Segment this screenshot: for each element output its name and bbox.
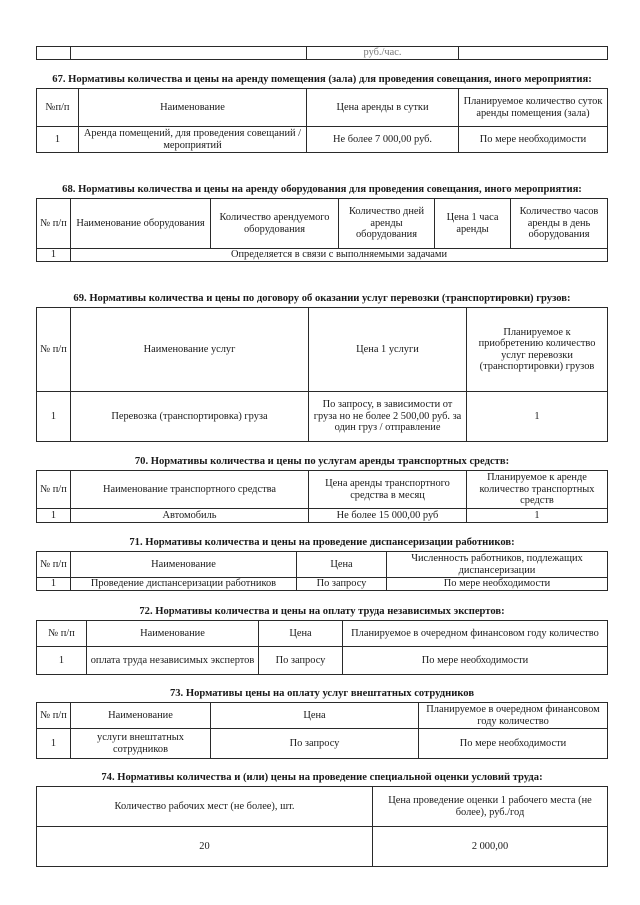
section-67 [36,74,608,153]
merged-cell: Определяется в связи с выполняемыми задачами [71,249,608,262]
header-cell: Планируемое в очередном финансовом году количество [343,621,608,647]
cell: По мере необходимости [459,127,608,153]
section-title: 68. Нормативы количества и цены на аренду оборудования для проведения совещания, иного мероприятия: [62,184,582,195]
cell: Не более 7 000,00 руб. [307,127,459,153]
cell: 1 [467,392,608,442]
header-cell: Наименование [79,89,307,127]
header-cell: Количество часов аренды в день оборудования [511,199,608,249]
cell: 2 000,00 [373,827,608,867]
cell: 1 [37,509,71,523]
header-cell: № п/п [37,621,87,647]
cell: 20 [37,827,373,867]
header-cell: Планируемое в очередном финансовом году количество [419,703,608,729]
section-title: 67. Нормативы количества и цены на аренду помещения (зала) для проведения совещания, иного мероприятия: [52,74,592,85]
cell: 1 [467,509,608,523]
cell: По запросу, в зависимости от груза но не более 2 500,00 руб. за один груз / отправление [309,392,467,442]
header-cell: № п/п [37,308,71,392]
cell: По запросу [211,729,419,759]
header-cell: Наименование [87,621,259,647]
cell: По мере необходимости [343,647,608,675]
header-cell: Цена проведение оценки 1 рабочего места (не более), руб./год [373,787,608,827]
cell: 1 [37,392,71,442]
section-title: 74. Нормативы количества и (или) цены на проведение специальной оценки условий труда: [101,772,543,783]
cell: 1 [37,729,71,759]
cell: По запросу [259,647,343,675]
cell: услуги внештатных сотрудников [71,729,211,759]
cell: руб./час. [307,47,459,60]
cell: Автомобиль [71,509,309,523]
cell: По запросу [297,578,387,591]
header-cell: Наименование [71,552,297,578]
section-73 [36,688,608,759]
section-title: 72. Нормативы количества и цены на оплату труда независимых экспертов: [139,606,505,617]
section-69 [36,293,608,442]
header-cell: Наименование оборудования [71,199,211,249]
header-cell: № п/п [37,703,71,729]
section-title: 70. Нормативы количества и цены по услугам аренды транспортных средств: [134,456,510,467]
cell: 1 [37,647,87,675]
header-cell: Наименование транспортного средства [71,471,309,509]
header-cell: Количество рабочих мест (не более), шт. [37,787,373,827]
header-cell: Наименование [71,703,211,729]
header-cell: Численность работников, подлежащих диспансеризации [387,552,608,578]
section-74 [36,772,608,867]
cell: Перевозка (транспортировка) груза [71,392,309,442]
cell: Проведение диспансеризации работников [71,578,297,591]
header-cell: Количество дней аренды оборудования [339,199,435,249]
cell: 1 [37,127,79,153]
section-title: 69. Нормативы количества и цены по договору об оказании услуг перевозки (транспортировки) грузов: [73,293,571,304]
section-68 [36,184,608,262]
header-cell: Цена аренды транспортного средства в месяц [309,471,467,509]
header-cell: Наименование услуг [71,308,309,392]
cell: Не более 15 000,00 руб [309,509,467,523]
section-70 [36,456,608,523]
header-cell: Цена [259,621,343,647]
cell: 1 [37,249,71,262]
section-title: 71. Нормативы количества и цены на проведение диспансеризации работников: [129,537,515,548]
cell: Аренда помещений, для проведения совещаний / мероприятий [79,127,307,153]
cell: По мере необходимости [387,578,608,591]
header-cell: Планируемое к приобретению количество услуг перевозки (транспортировки) грузов [467,308,608,392]
header-cell: Цена [297,552,387,578]
header-cell: Планируемое количество суток аренды помещения (зала) [459,89,608,127]
cell: По мере необходимости [419,729,608,759]
section-71 [36,537,608,591]
header-cell: Цена 1 часа аренды [435,199,511,249]
header-cell: № п/п [37,552,71,578]
header-cell: Цена аренды в сутки [307,89,459,127]
header-cell: № п/п [37,471,71,509]
section-72 [36,606,608,675]
header-cell: №п/п [37,89,79,127]
header-cell: № п/п [37,199,71,249]
cell: оплата труда независимых экспертов [87,647,259,675]
header-cell: Цена [211,703,419,729]
header-cell: Цена 1 услуги [309,308,467,392]
previous-table-fragment [36,46,608,60]
cell: 1 [37,578,71,591]
section-title: 73. Нормативы цены на оплату услуг внештатных сотрудников [169,688,475,699]
header-cell: Планируемое к аренде количество транспортных средств [467,471,608,509]
header-cell: Количество арендуемого оборудования [211,199,339,249]
